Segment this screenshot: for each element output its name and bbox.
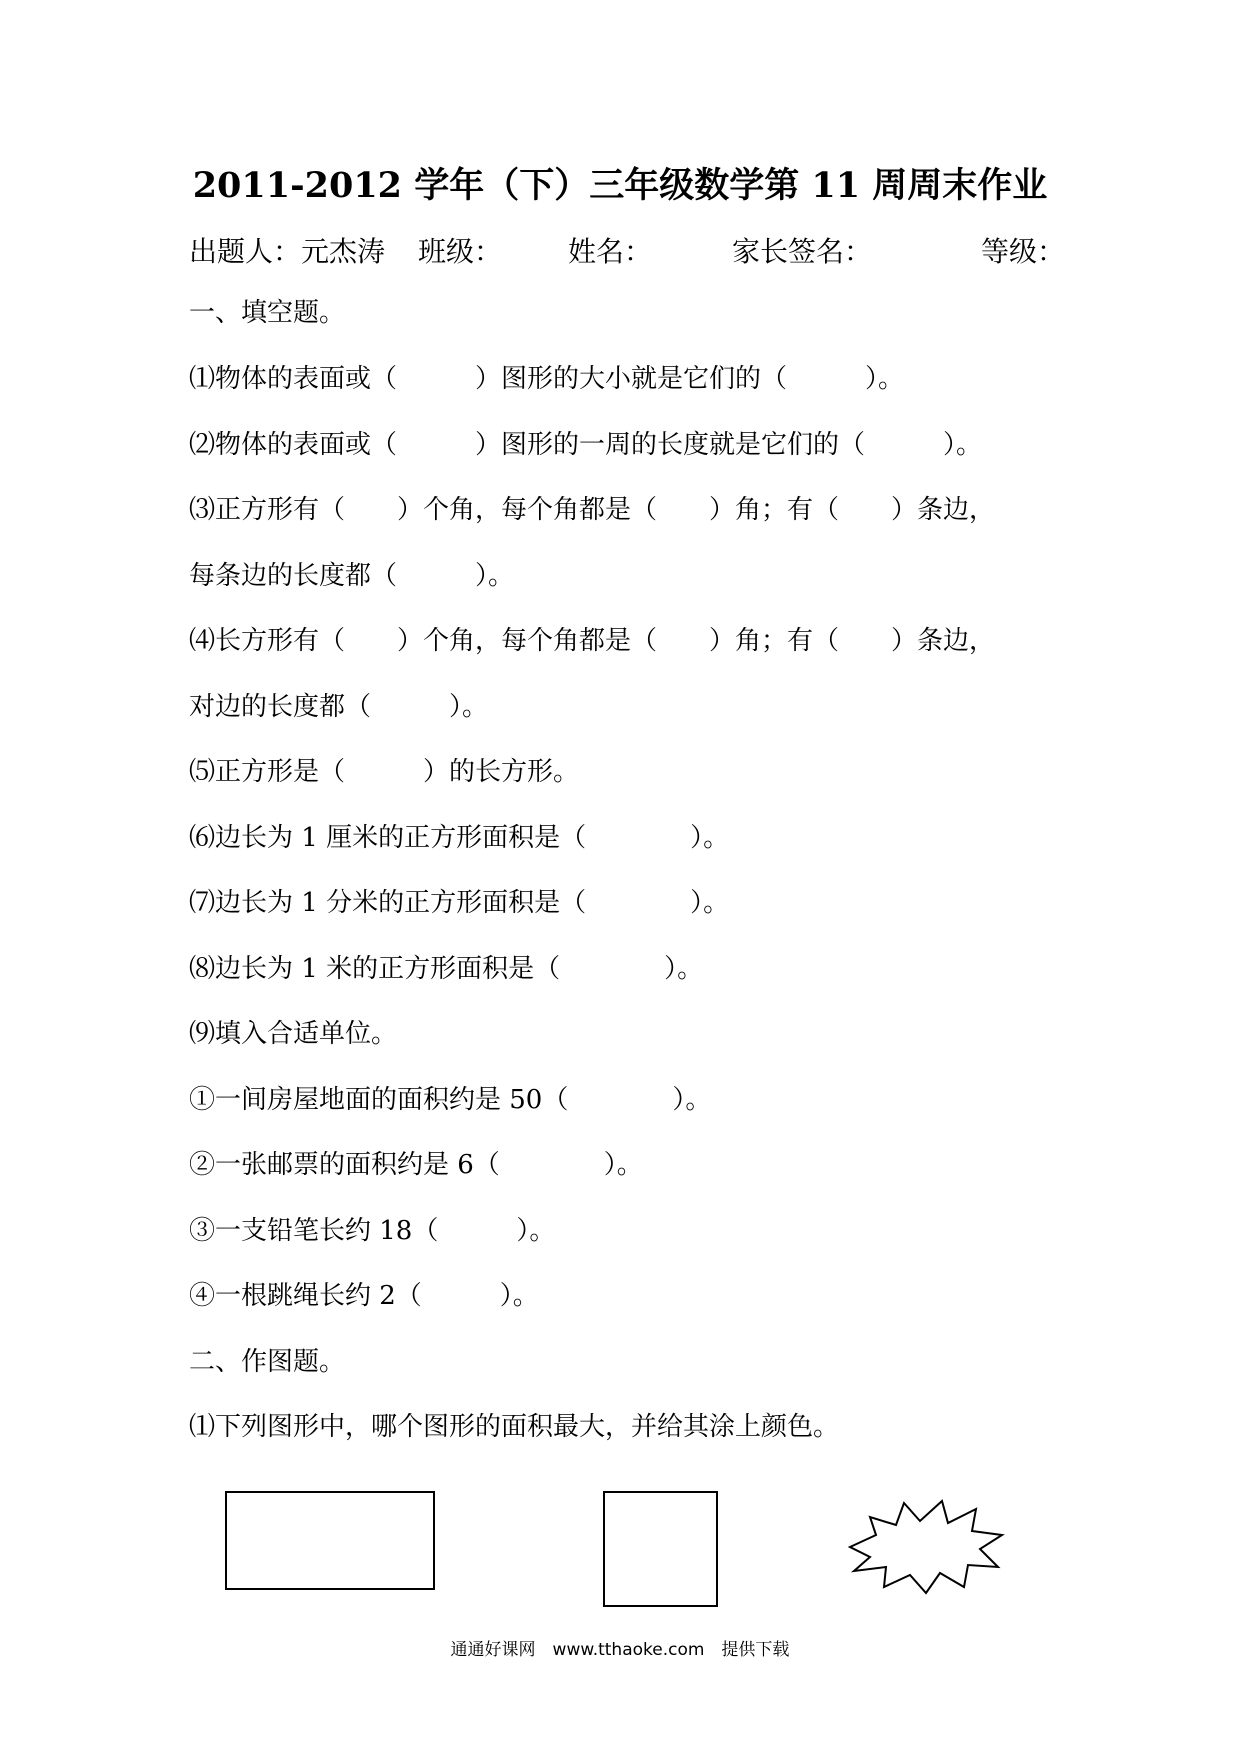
- question-9-item-3: ③一支铅笔长约 18（ ）。: [189, 1216, 556, 1246]
- starburst-shape: [840, 1495, 1010, 1595]
- question-4-line2: 对边的长度都（ ）。: [189, 692, 489, 722]
- grade-label: 等级：: [981, 235, 1066, 268]
- question-6: ⑹边长为 1 厘米的正方形面积是（ ）。: [189, 823, 730, 853]
- question-4-line1: ⑷长方形有（ ）个角，每个角都是（ ）角；有（ ）条边，: [189, 626, 996, 656]
- section1-heading: 一、填空题。: [189, 298, 346, 328]
- question-3-line2: 每条边的长度都（ ）。: [189, 561, 515, 591]
- name-label: 姓名：: [568, 235, 653, 268]
- square-shape: [603, 1491, 718, 1607]
- question-7: ⑺边长为 1 分米的正方形面积是（ ）。: [189, 888, 730, 918]
- page-title: 2011-2012 学年（下）三年级数学第 11 周周末作业: [192, 165, 1048, 206]
- question-9: ⑼填入合适单位。: [189, 1019, 398, 1049]
- parent-sign-label: 家长签名：: [732, 235, 873, 268]
- page-footer: 通通好课网 www.tthaoke.com 提供下载: [450, 1640, 790, 1660]
- question-3-line1: ⑶正方形有（ ）个角，每个角都是（ ）角；有（ ）条边，: [189, 495, 996, 525]
- question-8: ⑻边长为 1 米的正方形面积是（ ）。: [189, 954, 704, 984]
- class-label: 班级：: [418, 235, 503, 268]
- header-row: [189, 230, 1069, 274]
- author-label: 出题人：元杰涛: [189, 235, 386, 268]
- rectangle-shape: [225, 1491, 435, 1590]
- question-9-item-4: ④一根跳绳长约 2（ ）。: [189, 1281, 539, 1311]
- question-5: ⑸正方形是（ ）的长方形。: [189, 757, 580, 787]
- question-9-item-2: ②一张邮票的面积约是 6（ ）。: [189, 1150, 643, 1180]
- question-2: ⑵物体的表面或（ ）图形的一周的长度就是它们的（ ）。: [189, 430, 983, 460]
- question-9-item-1: ①一间房屋地面的面积约是 50（ ）。: [189, 1085, 712, 1115]
- section2-heading: 二、作图题。: [189, 1347, 346, 1377]
- question-1: ⑴物体的表面或（ ）图形的大小就是它们的（ ）。: [189, 364, 905, 394]
- drawing-question-1: ⑴下列图形中，哪个图形的面积最大，并给其涂上颜色。: [189, 1412, 840, 1442]
